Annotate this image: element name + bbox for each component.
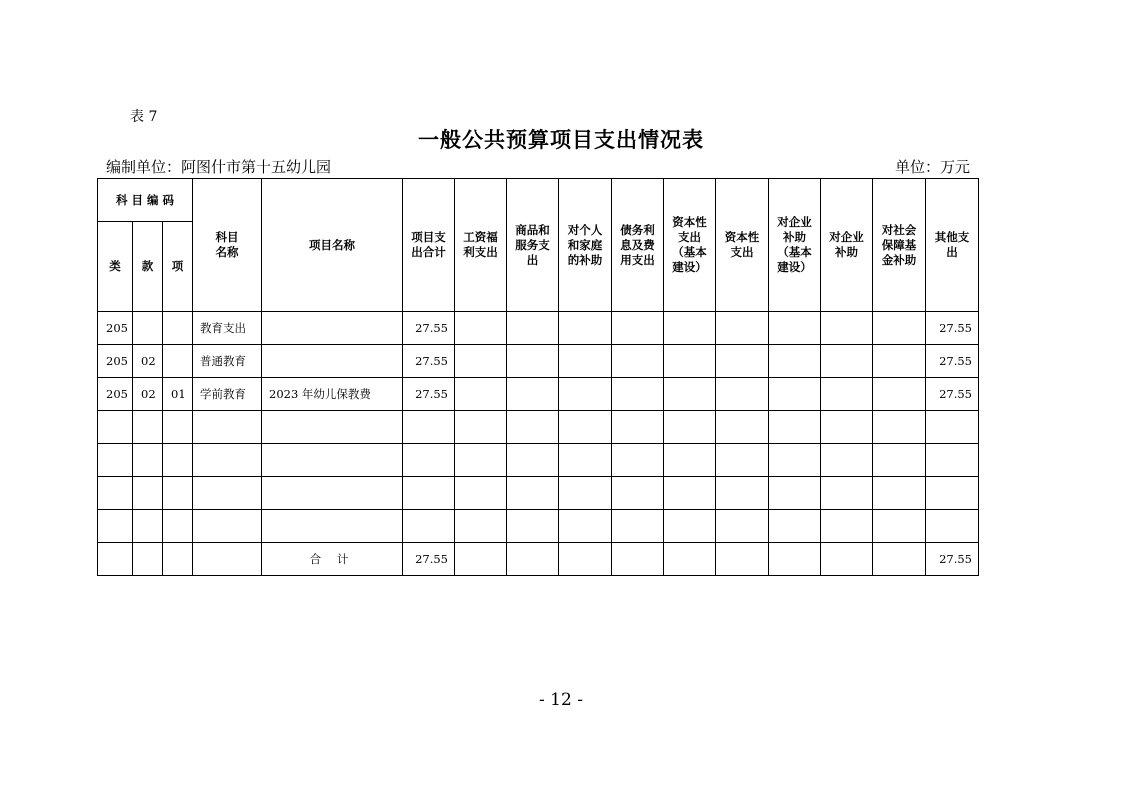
cell-xiang	[163, 312, 193, 345]
cell-empty	[873, 345, 926, 378]
cell-xiang: 01	[163, 378, 193, 411]
cell-empty	[664, 345, 716, 378]
table-number-label: 表 7	[130, 109, 158, 125]
cell-empty	[769, 312, 821, 345]
table-row	[98, 312, 979, 345]
cell-empty	[716, 312, 769, 345]
cell-subject-name: 普通教育	[193, 345, 262, 378]
cell-empty	[821, 312, 873, 345]
header-lei: 类	[98, 222, 133, 312]
cell-other: 27.55	[926, 345, 979, 378]
cell-empty	[769, 378, 821, 411]
cell-empty	[559, 345, 612, 378]
cell-kuan	[133, 312, 163, 345]
header-kuan: 款	[133, 222, 163, 312]
header-xiang: 项	[163, 222, 193, 312]
header-other: 其他支出	[926, 179, 979, 312]
header-subject-code: 科 目 编 码	[98, 179, 193, 222]
cell-empty	[455, 345, 507, 378]
cell-total: 27.55	[403, 378, 455, 411]
header-debt-interest: 债务利息及费用支出	[612, 179, 664, 312]
cell-empty	[873, 378, 926, 411]
header-capital: 资本性支出	[716, 179, 769, 312]
header-household-subsidy: 对个人和家庭的补助	[559, 179, 612, 312]
cell-empty	[559, 378, 612, 411]
page-number: - 12 -	[539, 690, 583, 710]
cell-empty	[821, 345, 873, 378]
header-social-security: 对社会保障基金补助	[873, 179, 926, 312]
cell-empty	[612, 345, 664, 378]
cell-empty	[455, 378, 507, 411]
cell-total: 27.55	[403, 312, 455, 345]
cell-other: 27.55	[926, 378, 979, 411]
total-row	[98, 543, 979, 576]
budget-table	[97, 178, 979, 576]
cell-empty	[769, 345, 821, 378]
cell-empty	[716, 345, 769, 378]
table-row	[98, 345, 979, 378]
cell-empty	[716, 378, 769, 411]
cell-project-name: 2023 年幼儿保教费	[262, 378, 403, 411]
header-enterprise: 对企业补助	[821, 179, 873, 312]
cell-lei: 205	[98, 378, 133, 411]
cell-empty	[559, 312, 612, 345]
cell-total: 27.55	[403, 345, 455, 378]
cell-project-name	[262, 312, 403, 345]
cell-empty	[507, 345, 559, 378]
header-goods-services: 商品和服务支出	[507, 179, 559, 312]
empty-row	[98, 477, 979, 510]
cell-empty	[664, 312, 716, 345]
cell-empty	[821, 378, 873, 411]
cell-empty	[664, 378, 716, 411]
cell-project-name	[262, 345, 403, 378]
currency-unit: 单位：万元	[894, 158, 970, 176]
cell-empty	[507, 312, 559, 345]
cell-empty	[873, 312, 926, 345]
cell-kuan: 02	[133, 378, 163, 411]
cell-empty	[612, 312, 664, 345]
cell-empty	[455, 312, 507, 345]
cell-lei: 205	[98, 312, 133, 345]
header-project-name: 项目名称	[262, 179, 403, 312]
total-value: 27.55	[403, 543, 455, 576]
cell-xiang	[163, 345, 193, 378]
cell-kuan: 02	[133, 345, 163, 378]
empty-row	[98, 411, 979, 444]
header-salary-welfare: 工资福利支出	[455, 179, 507, 312]
table-row	[98, 378, 979, 411]
cell-other: 27.55	[926, 312, 979, 345]
header-subject-name: 科目名称	[193, 179, 262, 312]
document-title: 一般公共预算项目支出情况表	[418, 127, 704, 152]
cell-subject-name: 教育支出	[193, 312, 262, 345]
cell-empty	[507, 378, 559, 411]
header-total: 项目支出合计	[403, 179, 455, 312]
total-other-value: 27.55	[926, 543, 979, 576]
empty-row	[98, 444, 979, 477]
cell-empty	[612, 378, 664, 411]
header-enterprise-basic: 对企业补助（基本建设）	[769, 179, 821, 312]
total-label: 合 计	[262, 543, 403, 576]
compiling-unit: 编制单位：阿图什市第十五幼儿园	[106, 158, 332, 176]
cell-lei: 205	[98, 345, 133, 378]
cell-subject-name: 学前教育	[193, 378, 262, 411]
empty-row	[98, 510, 979, 543]
header-capital-basic: 资本性支出（基本建设）	[664, 179, 716, 312]
